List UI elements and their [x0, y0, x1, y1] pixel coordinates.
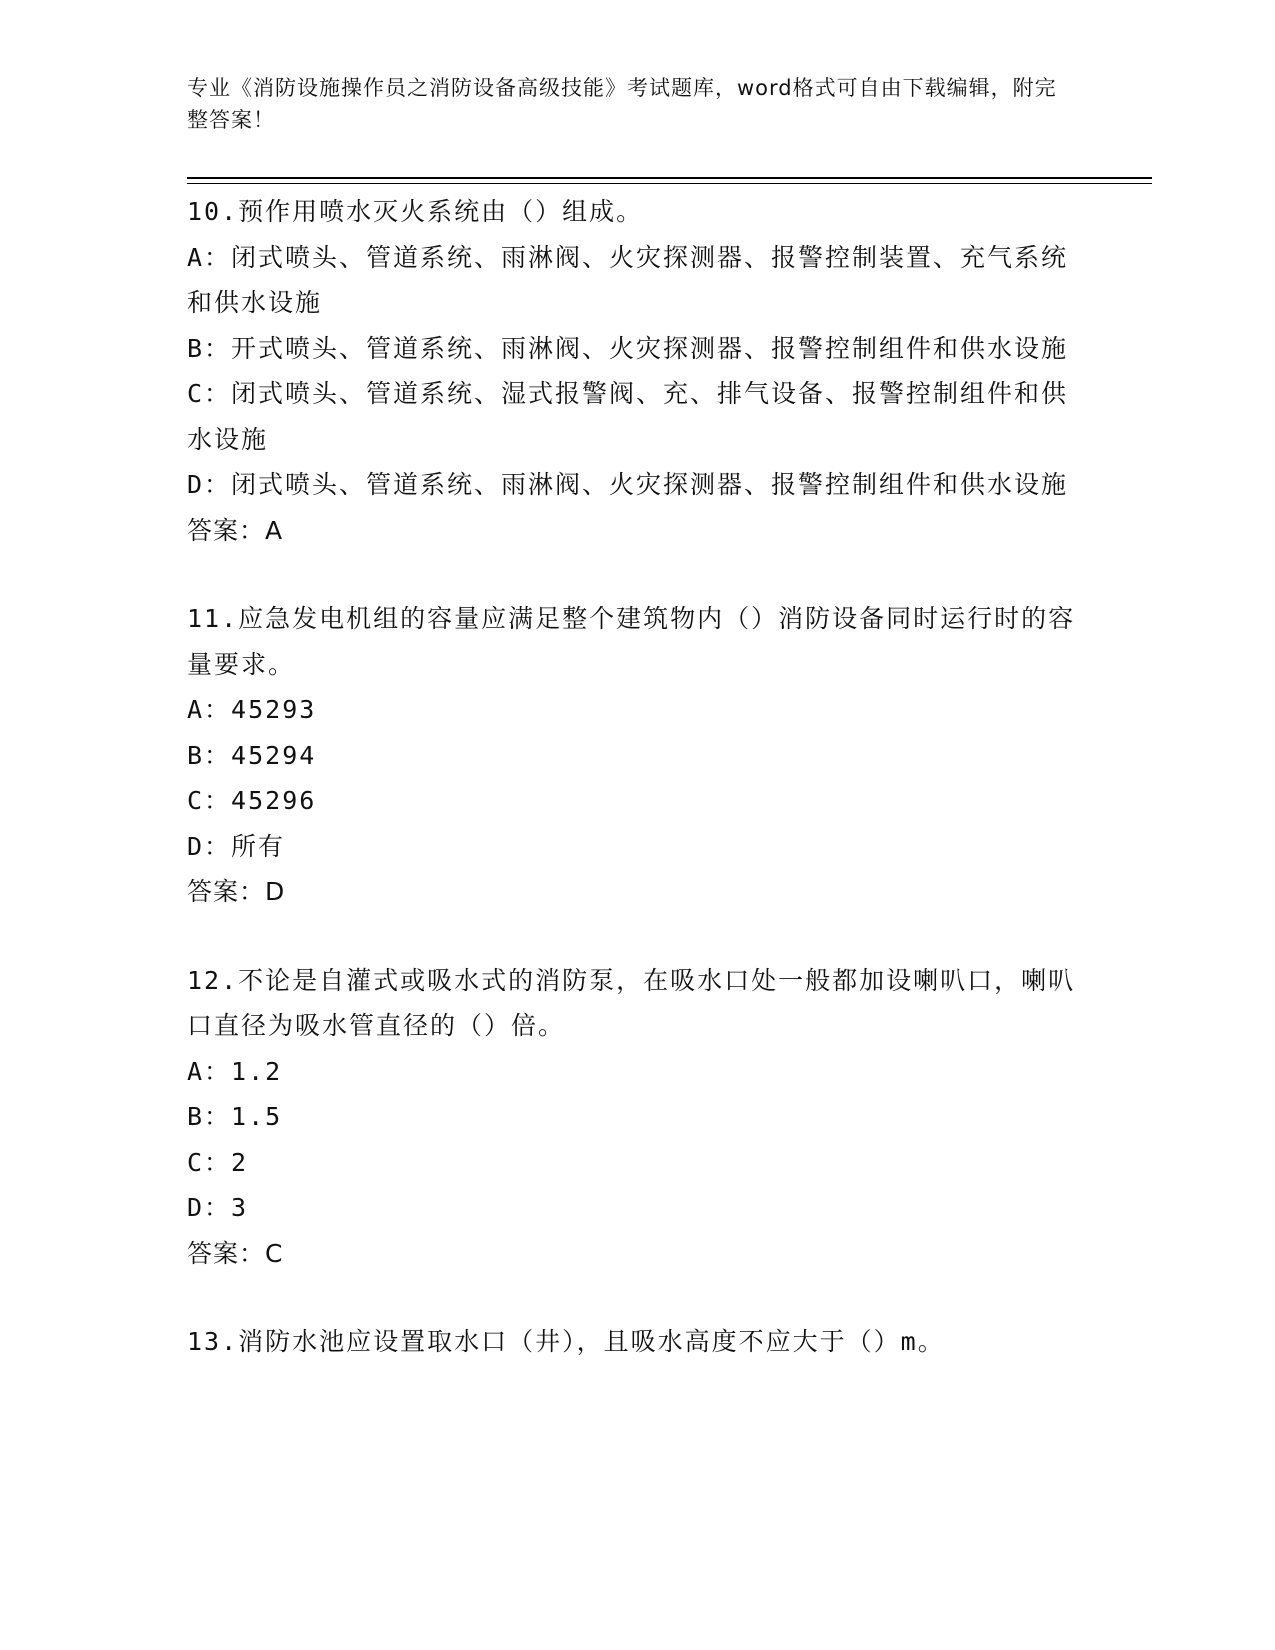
option-d: D：闭式喷头、管道系统、雨淋阀、火灾探测器、报警控制组件和供水设施: [187, 470, 1069, 499]
header-divider-thin: [187, 183, 1152, 184]
option-b: B：开式喷头、管道系统、雨淋阀、火灾探测器、报警控制组件和供水设施: [187, 333, 1069, 363]
question-stem: 13.消防水池应设置取水口（井），且吸水高度不应大于（）m。: [187, 1327, 945, 1356]
question-10: [187, 189, 1077, 553]
option-c: C：闭式喷头、管道系统、湿式报警阀、充、排气设备、报警控制组件和供水设施: [187, 379, 1069, 454]
question-stem: 12.不论是自灌式或吸水式的消防泵，在吸水口处一般都加设喇叭口，喇叭口直径为吸水管直径的（）倍。: [187, 965, 1076, 1040]
option-a: A：1.2: [187, 1056, 283, 1086]
option-b: B：1.5: [187, 1102, 283, 1131]
question-list: [187, 189, 1077, 1408]
answer: 答案：D: [187, 877, 286, 906]
option-a: A：闭式喷头、管道系统、雨淋阀、火灾探测器、报警控制装置、充气系统和供水设施: [187, 242, 1069, 317]
option-a: A：45293: [187, 695, 317, 724]
question-13: [187, 1319, 1077, 1365]
question-11: [187, 596, 1077, 915]
option-d: D：3: [187, 1193, 249, 1222]
header-divider-thick: [187, 177, 1152, 179]
option-c: C：2: [187, 1147, 249, 1177]
option-b: B：45294: [187, 740, 317, 770]
question-12: [187, 958, 1077, 1277]
document-intro: 专业《消防设施操作员之消防设备高级技能》考试题库，word格式可自由下载编辑，附完整答案！: [187, 76, 1057, 132]
option-c: C：45296: [187, 786, 317, 815]
option-d: D：所有: [187, 831, 286, 861]
question-stem: 10.预作用喷水灭火系统由（）组成。: [187, 197, 644, 226]
answer: 答案：A: [187, 515, 284, 545]
answer: 答案：C: [187, 1238, 284, 1268]
question-stem: 11.应急发电机组的容量应满足整个建筑物内（）消防设备同时运行时的容量要求。: [187, 604, 1076, 679]
